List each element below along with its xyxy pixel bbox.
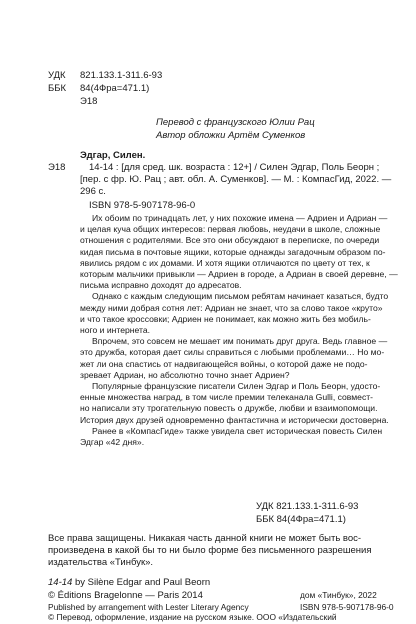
annotation-line: и целая куча общих интересов: первая любовь, неудачи в школе, сложные [80, 224, 381, 235]
annotation-line: между ними добрая сотня лет: Адриан не знает, что за слово такое «круто» [80, 302, 383, 313]
rights-line: произведена в какой бы то ни было форме без письменного разрешения [48, 545, 372, 556]
annotation-line: это дружба, которая дает силы справиться с любыми проблемами… Но мо- [80, 347, 385, 358]
udk-label: УДК [48, 70, 66, 81]
bbk-label: ББК [48, 83, 67, 94]
udk-value: 821.133.1-311.6-93 [80, 70, 163, 81]
annotation-line: Эдгар «42 дня». [80, 437, 145, 448]
annotation-line: енные множества наград, в том числе премии телеканала Gulli, совмест- [80, 392, 374, 403]
annotation [80, 213, 398, 448]
record-isbn: ISBN 978-5-907178-96-0 [89, 200, 196, 211]
record-desc-line: 296 с. [80, 186, 106, 197]
annotation-line: Однако с каждым следующим письмом ребятам начинает казаться, будто [92, 291, 389, 302]
annotation-line: Ранее в «КомпасГиде» также увидела свет историческая повесть Силен [92, 425, 383, 436]
copyright-lines [48, 590, 203, 602]
annotation-line: Впрочем, это совсем не мешает им понимать друг друга. Ведь главное — [92, 336, 388, 347]
annotation-line: жет ли она спастись от надвигающейся войны, о которой даже не подо- [80, 358, 368, 369]
copyright-line: дом «Тинбук», 2022 [300, 590, 377, 600]
copyright-line: Published by arrangement with Lester Literary Agency [48, 602, 249, 612]
record-heading: Эдгар, Силен. [80, 150, 146, 161]
annotation-line: но написали эту трогательную повесть о дружбе, любви и взаимопомощи. [80, 403, 378, 414]
annotation-line: письма исправно доходят до адресатов. [80, 280, 242, 291]
annotation-line: Популярные французские писатели Силен Эдгар и Поль Беорн, удосто- [92, 381, 381, 392]
udk-bottom: УДК 821.133.1-311.6-93 [256, 501, 359, 512]
cover-credit: Автор обложки Артём Суменков [156, 130, 306, 141]
bbk-bottom: ББК 84(4Фра=471.1) [256, 514, 346, 525]
annotation-line: ного и интернета. [80, 325, 151, 336]
book-title: 14-14 [48, 577, 73, 588]
record-mark: Э18 [48, 162, 66, 173]
isbn-bottom: ISBN 978-5-907178-96-0 [300, 602, 394, 612]
author-mark-top: Э18 [80, 96, 98, 107]
annotation-line: и что такое кроссовки; Адриен не понимает, как можно жить без мобиль- [80, 313, 371, 324]
copyright-title-line [48, 577, 210, 589]
record-description [80, 162, 392, 198]
annotation-line: Их обоим по тринадцать лет, у них похожие имена — Адриен и Адриан — [92, 213, 388, 223]
copyright-line: © Éditions Bragelonne — Paris 2014 [48, 590, 203, 601]
annotation-line: отношения с родителями. Все это они обсуждают в переписке, по очереди [80, 235, 380, 246]
record-desc-line: 14-14 : [для сред. шк. возраста : 12+] / Силен Эдгар, Поль Беорн ; [89, 162, 380, 173]
record-desc-line: [пер. с фр. Ю. Рац ; авт. обл. А. Суменков]. — М. : КомпасГид, 2022. — [80, 174, 392, 185]
annotation-line: зревает Адриан, но абсолютно точно знает Адриен? [80, 369, 290, 380]
annotation-line: которым мальчики привыкли — Адриен в городе, а Адриан в своей деревне, — [80, 269, 398, 280]
copyright-block [48, 577, 210, 589]
authors-en: by Silène Edgar and Paul Beorn [72, 577, 211, 588]
bbk-value: 84(4Фра=471.1) [80, 83, 150, 94]
rights-line: Все права защищены. Никакая часть данной книги не может быть вос- [48, 533, 362, 544]
annotation-line: История двух друзей одновременно фантастична и исторически достоверна. [80, 414, 389, 425]
copyright-line: © Перевод, оформление, издание на русском языке. ООО «Издательский [48, 612, 337, 622]
translator-credit: Перевод с французского Юлии Рац [156, 117, 315, 128]
rights-notice [48, 533, 371, 569]
annotation-line: явились рядом с их домами. И хотя ящики отличаются по цвету от тех, к [80, 257, 370, 268]
annotation-line: кидая письма в почтовые ящики, которые однажды загадочным образом по- [80, 246, 386, 257]
rights-line: издательства «Тинбук». [48, 557, 154, 568]
